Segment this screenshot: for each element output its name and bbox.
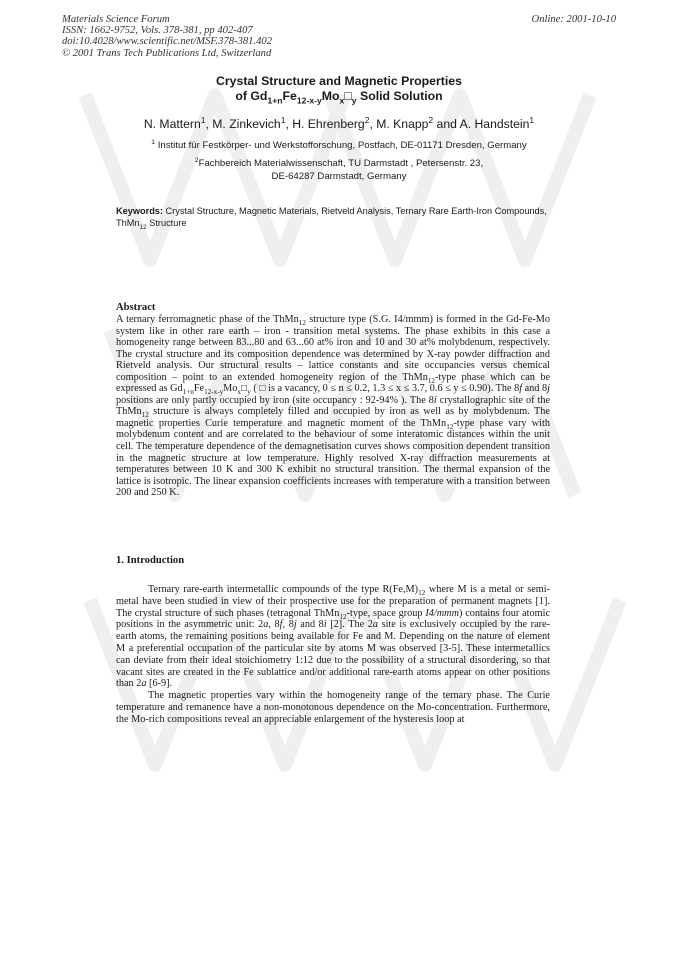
intro-paragraph-1: Ternary rare-earth intermetallic compounds of the type $R(Fe,M)_{12}$ where M is a metal or semi-metal have been studied in view of their prospective use for the preparation of permanent magnets [1]. The crystal structure of such phases (tetragonal ThMn$_{12}$-type, space group I4/mmm) contains four atomic positions in the asymmetric unit: 2a, 8f, 8j and 8i [2]. The 2a site is exclusively occupied by the rare-earth atoms, the remaining positions being available for Fe and M. Depending on the nature of element M a preferential occupation of the particular site by atoms M was observed [3-5]. These intermetallics can deviate from their ideal stoichiometry 1:12 due to the possibility of a structural disordering, so that vacant sites are created in the Fe sublattice and/or additional rare-earth atoms appear on other positions than 2a [6-9]. — [116, 584, 551, 690]
affiliation-1: $^1$ Institut für Festkörper- und Werkstofforschung, Postfach, DE-01171 Dresden, Germany — [151, 138, 527, 151]
author: A. Handstein$^1$ — [459, 114, 535, 131]
author: M. Zinkevich$^1$, — [212, 114, 293, 131]
issn-line: ISSN: 1662-9752, Vols. 378-381, pp 402-407 — [62, 25, 253, 37]
intro-paragraph-2: The magnetic properties vary within the homogeneity range of the ternary phase. The Curie temperature and remanence have a non-monotonous dependence on the Mo-concentration. Furthermore, the Mo-rich compositions reveal an appreciable enlargement of the hysteresis loop at — [116, 690, 550, 725]
abstract-body: A ternary ferromagnetic phase of the ThMn$_{12}$ structure type (S.G. I4/mmm) is formed in the Gd-Fe-Mo system like in other rare earth – iron - transition metal systems. The phase exhibits in this case a homogeneity range between 83...80 and 63...60 at% iron and 10 and 30 at% molybdenum, respectively. The crystal structure and its composition dependence was determined by X-ray powder diffraction and Rietveld analysis. Our structural results – lattice constants and site occupancies versus chemical composition – point to an extended homogeneity region of the ThMn$_{12}$-type phase which can be expressed as $Gd_{1+n}Fe_{12-x-y}Mo_x□_y$ ( □ is a vacancy, 0 ≤ n ≤ 0.2, 1.3 ≤ x ≤ 3.7, 0.6 ≤ y ≤ 0.90). The 8f and 8j positions are only partly occupied by iron (site occupancy : 92-94% ). The 8i crystallographic site of the ThMn$_{12}$ structure is always completely filled and occupied by iron as well as by molybdenum. The magnetic properties Curie temperature and magnetic moment of the ThMn$_{12}$-type phase vary with molybdenum content and are correlated to the behaviour of some interatomic distances within the unit cell. The temperature dependence of the demagnetisation curves shows composition dependent transition in the magnetic structure at low temperature. Highly resolved X-ray diffraction measurements at temperatures between 10 K and 300 K exhibit no structural transition. The thermal expansion of the lattice is isotropic. The linear expansion coefficients increases with temperature with a transition between 200 and 250 K. — [116, 314, 551, 499]
online-date: Online: 2001-10-10 — [531, 14, 616, 25]
section-heading-introduction: 1. Introduction — [116, 555, 185, 566]
affiliation-2: $^2$Fachbereich Materialwissenschaft, TU Darmstadt , Petersenstr. 23, DE-64287 Darmstadt, Germany — [194, 156, 484, 182]
author: M. Knapp$^2$ and — [376, 114, 460, 131]
journal-info — [62, 14, 272, 59]
introduction-body — [116, 584, 550, 726]
copyright-line: © 2001 Trans Tech Publications Ltd, Switzerland — [62, 47, 272, 59]
author: H. Ehrenberg$^2$, — [292, 114, 377, 131]
keywords: Keywords: Crystal Structure, Magnetic Materials, Rietveld Analysis, Ternary Rare Earth-Iron Compounds, ThMn$_{12}$ Structure — [116, 206, 547, 231]
title-line-2: of $Gd_{1+n}Fe_{12-x-y}Mo_x□_y$ Solid Solution — [235, 89, 443, 106]
author-list — [0, 114, 678, 131]
paper-title — [0, 74, 678, 104]
journal-name: Materials Science Forum — [62, 14, 170, 25]
author: N. Mattern$^1$, — [143, 114, 213, 131]
title-line-1: Crystal Structure and Magnetic Properties — [215, 74, 462, 88]
abstract-heading: Abstract — [116, 302, 156, 313]
doi-link[interactable]: doi:10.4028/www.scientific.net/MSF.378-381.402 — [62, 36, 272, 48]
